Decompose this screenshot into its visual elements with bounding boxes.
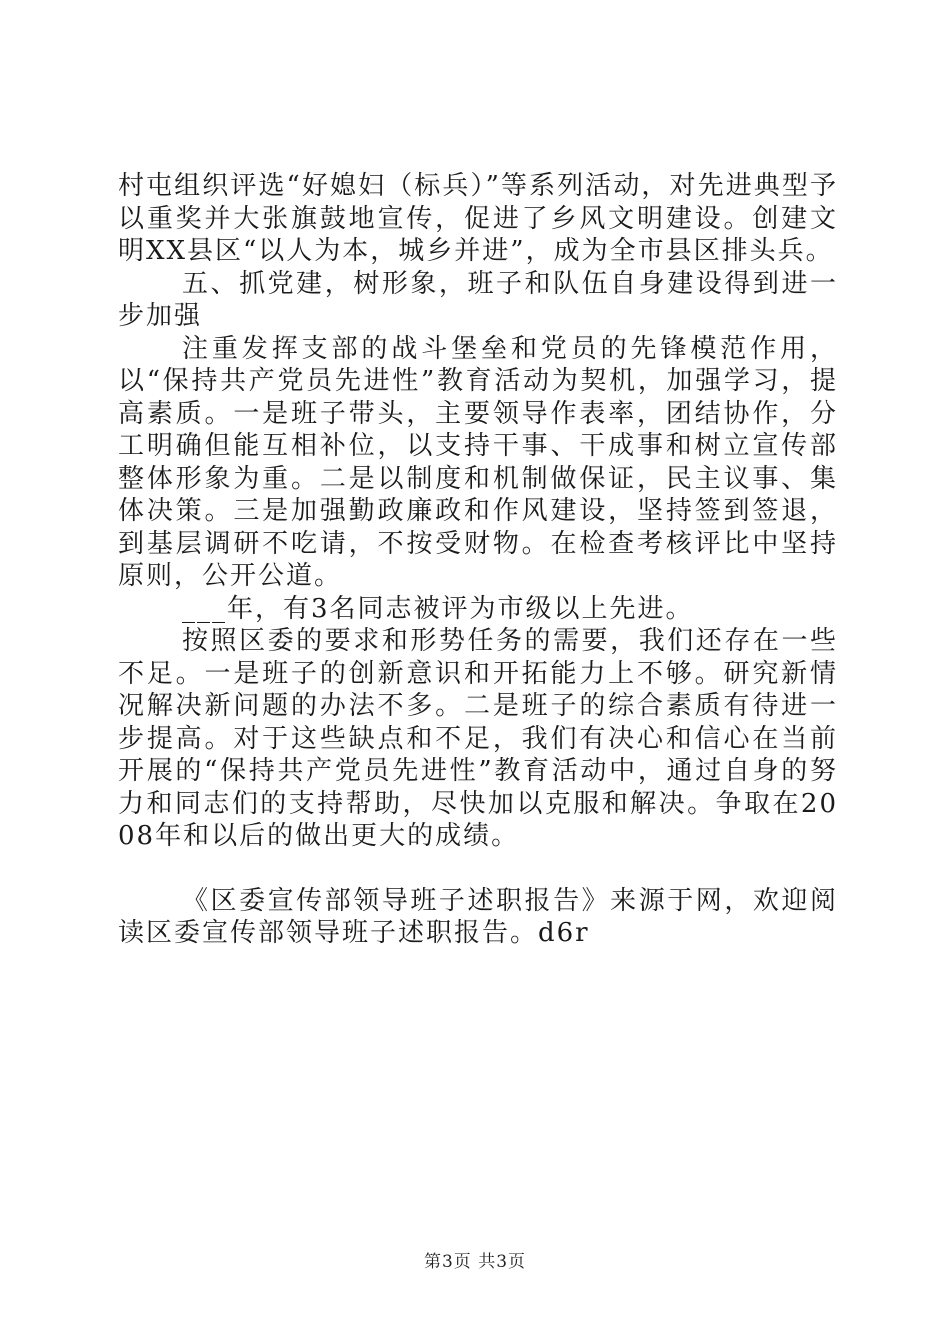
paragraph-commendation: ___年，有3名同志被评为市级以上先进。 — [182, 593, 694, 624]
section-heading: 五、抓党建，树形象，班子和队伍自身建设得到进一步加强 — [118, 268, 838, 331]
paragraph-shortcomings: 按照区委的要求和形势任务的需要，我们还存在一些不足。一是班子的创新意识和开拓能力上不够。研究新情况解决新问题的办法不多。二是班子的综合素质有待进一步提高。对于这些缺点和不足，我们有决心和信心在当前开展的“保持共产党员先进性”教育活动中，通过自身的努力和同志们的支持帮助，尽快加以克服和解决。争取在2008年和以后的做出更大的成绩。 — [118, 626, 838, 851]
paragraph-party-building: 注重发挥支部的战斗堡垒和党员的先锋模范作用，以“保持共产党员先进性”教育活动为契机，加强学习，提高素质。一是班子带头，主要领导作表率，团结协作，分工明确但能互相补位，以支持干事、干成事和树立宣传部整体形象为重。二是以制度和机制做保证，民主议事、集体决策。三是加强勤政廉政和作风建设，坚持签到签退，到基层调研不吃请，不按受财物。在检查考核评比中坚持原则，公开公道。 — [118, 333, 838, 591]
paragraph-spacer — [118, 853, 838, 885]
document-body — [118, 170, 838, 950]
paragraph-source-note: 《区委宣传部领导班子述职报告》来源于网，欢迎阅读区委宣传部领导班子述职报告。d6r — [118, 885, 838, 948]
paragraph-continuation: 村屯组织评选“好媳妇（标兵）”等系列活动，对先进典型予以重奖并大张旗鼓地宣传，促进了乡风文明建设。创建文明XX县区“以人为本，城乡并进”，成为全市县区排头兵。 — [118, 171, 838, 266]
page-number: 第3页 共3页 — [423, 1252, 527, 1272]
